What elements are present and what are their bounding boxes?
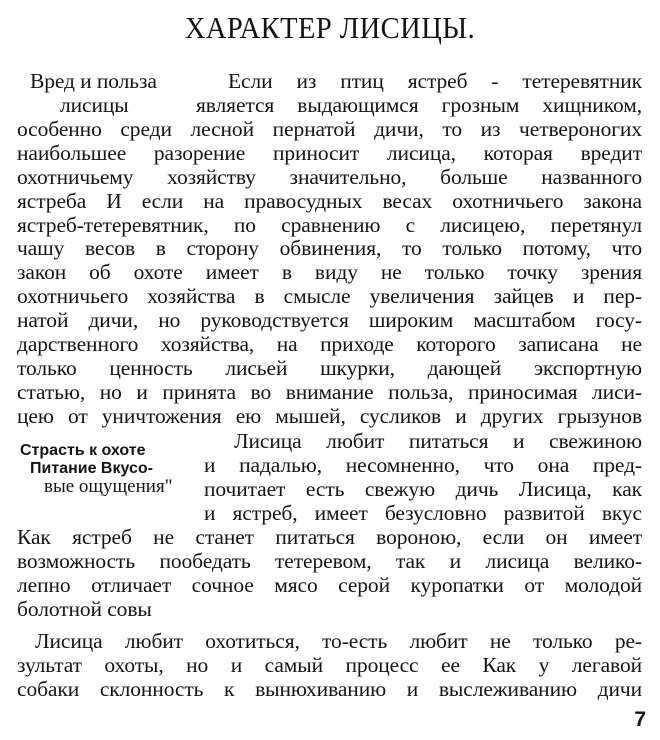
text-line: ястреб-тетеревятник, по сравнению с лисицею, перетянул: [17, 213, 642, 237]
text-line: статью, но и принята во внимание польза, приносимая лиси-: [17, 380, 642, 404]
text-line: охотничьему хозяйству значительно, больше названного: [17, 165, 642, 189]
paragraph-1-head-2: [196, 94, 642, 118]
text-line: наибольшее разорение приносит лисица, которая вредит: [17, 141, 642, 165]
sidenote-line: Страсть к охоте: [20, 442, 146, 459]
page-number: 7: [634, 708, 646, 731]
paragraph-3: [17, 630, 642, 702]
text-line: чашу весов в сторону обвинения, то только потому, что: [17, 237, 642, 261]
text-line: Как ястреб не станет питаться вороною, если он имеет: [17, 526, 642, 549]
text-line: лепно отличает сочное мясо серой куропатки от молодой: [17, 573, 642, 597]
paragraph-2-body: [17, 526, 642, 622]
text-line: Если из птиц ястреб - тетеревятник: [228, 70, 642, 93]
text-line: ястреба И если на правосудных весах охотничьего закона: [17, 189, 642, 213]
sidenote-line: Вред и польза: [30, 70, 157, 93]
text-line: болотной совы: [17, 597, 152, 621]
text-line: зультат охоты, но и самый процесс ее Как у легавой: [17, 653, 642, 677]
text-line: дарственного хозяйства, на приходе которого записана не: [17, 333, 642, 357]
paragraph-2-head-2: [204, 454, 642, 526]
sidenote-line: лисицы: [60, 93, 129, 117]
text-line: является выдающимся грозным хищником,: [196, 94, 642, 117]
text-line: Лисица любит питаться и свежиною: [234, 430, 642, 453]
text-line: закон об охоте имеет в виду не только точку зрения: [17, 261, 642, 285]
paragraph-1-body: [17, 118, 642, 429]
text-line: охотничьего хозяйства в смысле увеличения зайцев и пер-: [17, 285, 642, 309]
sidenote-hunting-passion: [18, 442, 172, 496]
text-line: и падалью, несомненно, что она пред-: [204, 454, 642, 477]
text-line: и ястреб, имеет безусловно развитой вкус: [204, 501, 642, 525]
text-line: натой дичи, но руководствуется широким масштабом госу-: [17, 309, 642, 333]
sidenote-line: вые ощущения": [44, 476, 173, 497]
text-line: только ценность лисьей шкурки, дающей экспортную: [17, 356, 642, 380]
sidenote-harm-and-benefit: [30, 70, 200, 118]
text-line: цею от уничтожения ею мышей, сусликов и других грызунов: [17, 404, 642, 428]
text-line: почитает есть свежую дичь Лисица, как: [204, 477, 642, 501]
paragraph-1-head: [228, 70, 642, 94]
sidenote-line: Питание Вкусо-: [30, 460, 153, 477]
text-line: возможность пообедать тетеревом, так и лисица велико-: [17, 549, 642, 573]
chapter-title: ХАРАКТЕР ЛИСИЦЫ.: [184, 10, 476, 45]
text-line: Лисица любит охотиться, то-есть любит не только ре-: [35, 630, 642, 653]
text-line: собаки склонность к вынюхиванию и выслеживанию дичи: [17, 677, 642, 701]
text-line: особенно среди лесной пернатой дичи, то из четвероногих: [17, 118, 642, 141]
paragraph-2-head: [234, 430, 642, 454]
